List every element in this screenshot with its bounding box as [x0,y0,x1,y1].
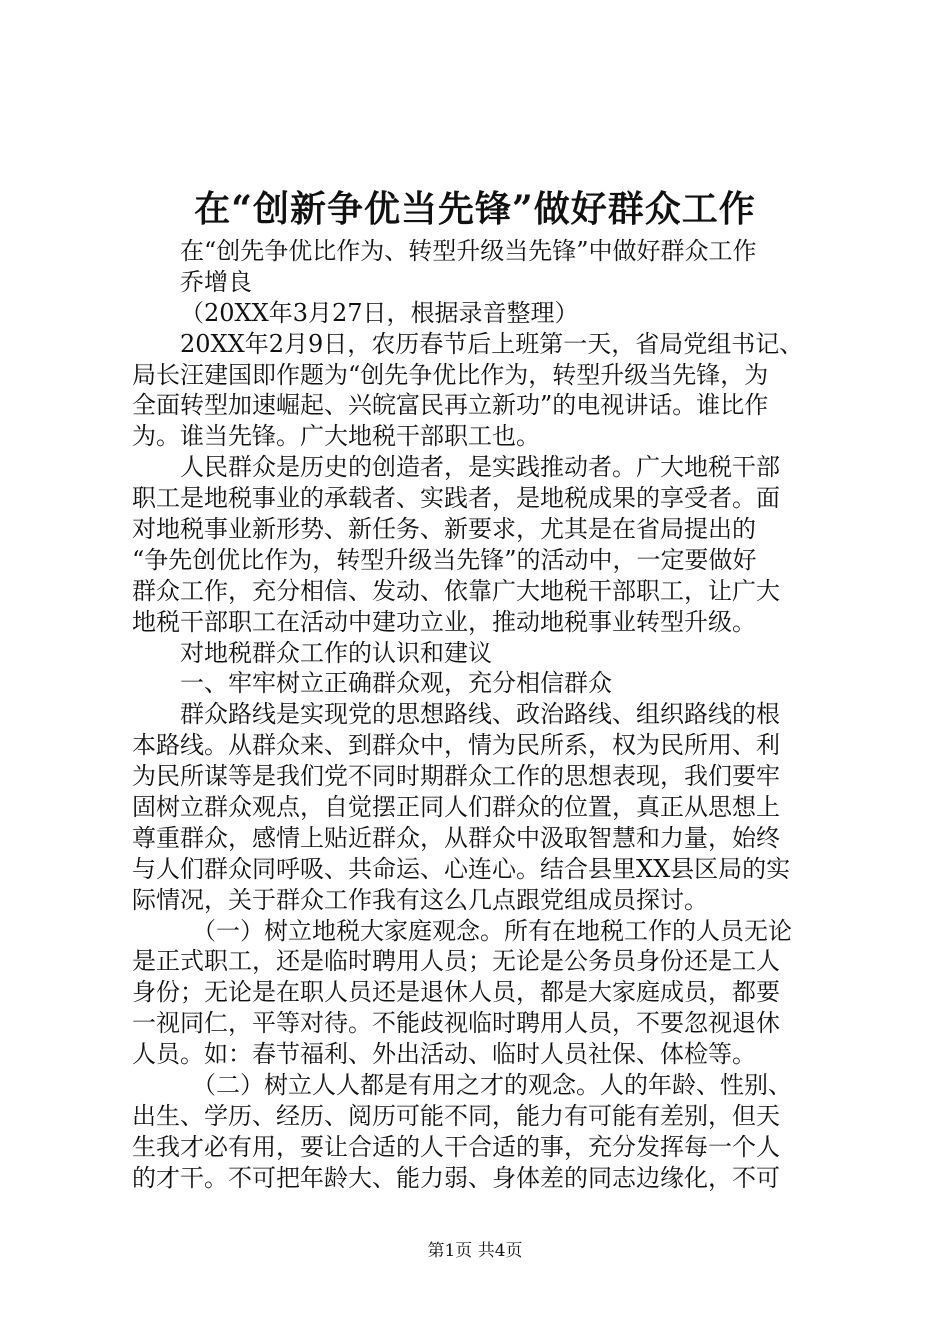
text-line: 群众路线是实现党的思想路线、政治路线、组织路线的根 [180,700,780,729]
text-line: 本路线。从群众来、到群众中，情为民所系，权为民所用、利 [132,731,780,760]
text-line: 地税干部职工在活动中建功立业，推动地税事业转型升级。 [132,607,756,636]
text-line: 生我才必有用，要让合适的人干合适的事，充分发挥每一个人 [132,1132,780,1161]
text-line: 固树立群众观点，自觉摆正同人们群众的位置，真正从思想上 [132,793,780,822]
text-line: 为。谁当先锋。广大地税干部职工也。 [132,422,540,451]
text-line: “争先创优比作为，转型升级当先锋”的活动中，一定要做好 [132,545,757,574]
text-line: （二）树立人人都是有用之才的观念。人的年龄、性别、 [192,1071,792,1100]
text-line: 对地税群众工作的认识和建议 [180,638,492,667]
text-line: 局长汪建国即作题为“创先争优比作为，转型升级当先锋，为 [132,360,769,389]
text-line: 人民群众是历史的创造者，是实践推动者。广大地税干部 [180,453,780,482]
text-line: 一视同仁，平等对待。不能歧视临时聘用人员，不要忽视退休 [132,1009,780,1038]
document-title: 在“创新争优当先锋”做好群众工作 [194,188,756,230]
text-line: 乔增良 [180,267,252,296]
text-line: 对地税事业新形势、新任务、新要求，尤其是在省局提出的 [132,515,756,544]
text-line: 20XX年2月9日，农历春节后上班第一天，省局党组书记、 [180,329,804,358]
text-line: 出生、学历、经历、阅历可能不同，能力有可能有差别，但天 [132,1101,780,1130]
text-line: 与人们群众同呼吸、共命运、心连心。结合县里XX县区局的实 [132,854,791,883]
text-line: 一、牢牢树立正确群众观，充分相信群众 [180,669,612,698]
text-line: 为民所谋等是我们党不同时期群众工作的思想表现，我们要牢 [132,762,780,791]
text-line: （一）树立地税大家庭观念。所有在地税工作的人员无论 [192,916,792,945]
text-line: 人员。如：春节福利、外出活动、临时人员社保、体检等。 [132,1040,756,1069]
text-line: 在“创先争优比作为、转型升级当先锋”中做好群众工作 [180,237,757,265]
text-line: 尊重群众，感情上贴近群众，从群众中汲取智慧和力量，始终 [132,823,780,852]
text-line: （20XX年3月27日，根据录音整理） [180,298,579,327]
text-line: 全面转型加速崛起、兴皖富民再立新功”的电视讲话。谁比作 [132,391,769,420]
text-line: 职工是地税事业的承载者、实践者，是地税成果的享受者。面 [132,484,780,513]
text-line: 身份；无论是在职人员还是退休人员，都是大家庭成员，都要 [132,978,780,1007]
document-body [132,236,832,1194]
text-line: 是正式职工，还是临时聘用人员；无论是公务员身份还是工人 [132,947,780,976]
text-line: 际情况，关于群众工作我有这么几点跟党组成员探讨。 [132,885,708,914]
page-footer: 第1页 共4页 [427,1241,523,1261]
text-line: 群众工作，充分相信、发动、依靠广大地税干部职工，让广大 [132,576,780,605]
text-line: 的才干。不可把年龄大、能力弱、身体差的同志边缘化，不可 [132,1163,780,1192]
